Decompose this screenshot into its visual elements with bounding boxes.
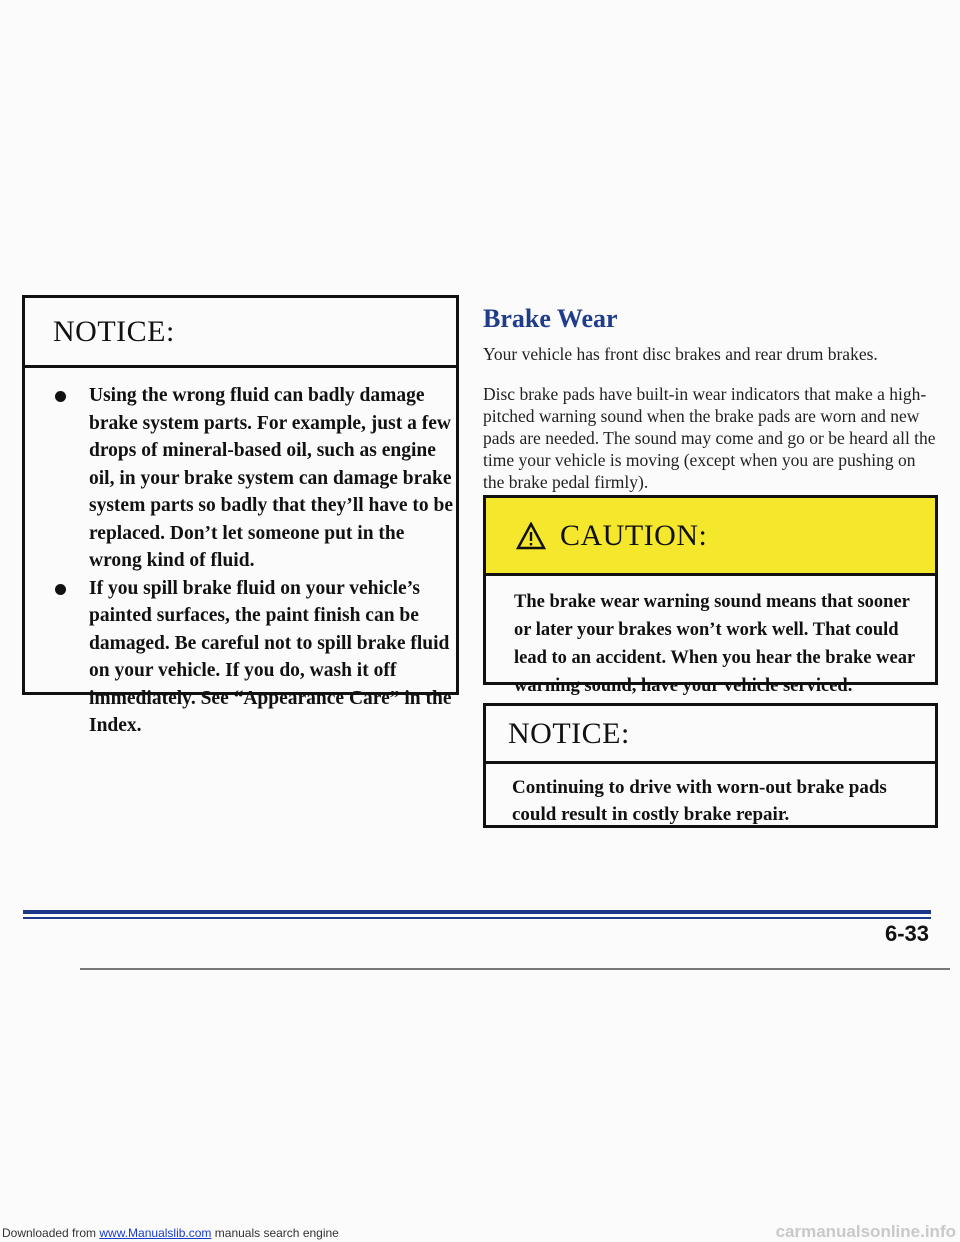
divider [23, 917, 931, 919]
caution-title: CAUTION: [560, 518, 708, 552]
notice-title: NOTICE: [25, 298, 456, 368]
divider [80, 968, 950, 970]
notice-box-right [483, 703, 938, 828]
notice-bullet-list [25, 382, 456, 740]
warning-triangle-icon [516, 522, 546, 550]
bullet-icon [55, 391, 66, 402]
paragraph: Your vehicle has front disc brakes and rear drum brakes. [483, 344, 878, 364]
notice-body: Continuing to drive with worn-out brake pads could result in costly brake repair. [512, 777, 887, 825]
footer-suffix: manuals search engine [211, 1226, 339, 1240]
footer-prefix: Downloaded from [2, 1226, 100, 1240]
notice-title: NOTICE: [486, 706, 935, 764]
paragraph: Disc brake pads have built-in wear indicators that make a high-pitched warning sound when the brake pads are worn and new pads are needed. The sound may come and go or be heard all the time your vehicle is moving (except when you are pushing on the brake pedal firmly). [483, 384, 936, 492]
list-item [51, 382, 456, 575]
divider [23, 910, 931, 914]
bullet-icon [55, 584, 66, 595]
list-item [51, 575, 456, 740]
page-number: 6-33 [885, 921, 930, 946]
bullet-text: Using the wrong fluid can badly damage brake system parts. For example, just a few drops of mineral-based oil, such as engine oil, in your brake system can damage brake system parts so badly that they’ll have to be replaced. Don’t let someone put in the wrong kind of fluid. [89, 385, 453, 571]
caution-body: The brake wear warning sound means that sooner or later your brakes won’t work well. That could lead to an accident. When you hear the brake wear warning sound, have your vehicle serviced. [514, 592, 915, 696]
watermark: carmanualsonline.info [775, 1222, 956, 1241]
caution-box [483, 495, 938, 696]
notice-box-left [22, 295, 459, 736]
caution-header [486, 498, 935, 576]
section-heading: Brake Wear [483, 304, 618, 333]
footer [2, 1226, 339, 1240]
manualslib-link[interactable]: www.Manualslib.com [99, 1226, 212, 1240]
bullet-text: If you spill brake fluid on your vehicle’s painted surfaces, the paint finish can be damaged. Be careful not to spill brake fluid on your vehicle. If you do, wash it off immediately. See “Appearance Care” in the Index. [89, 577, 452, 736]
